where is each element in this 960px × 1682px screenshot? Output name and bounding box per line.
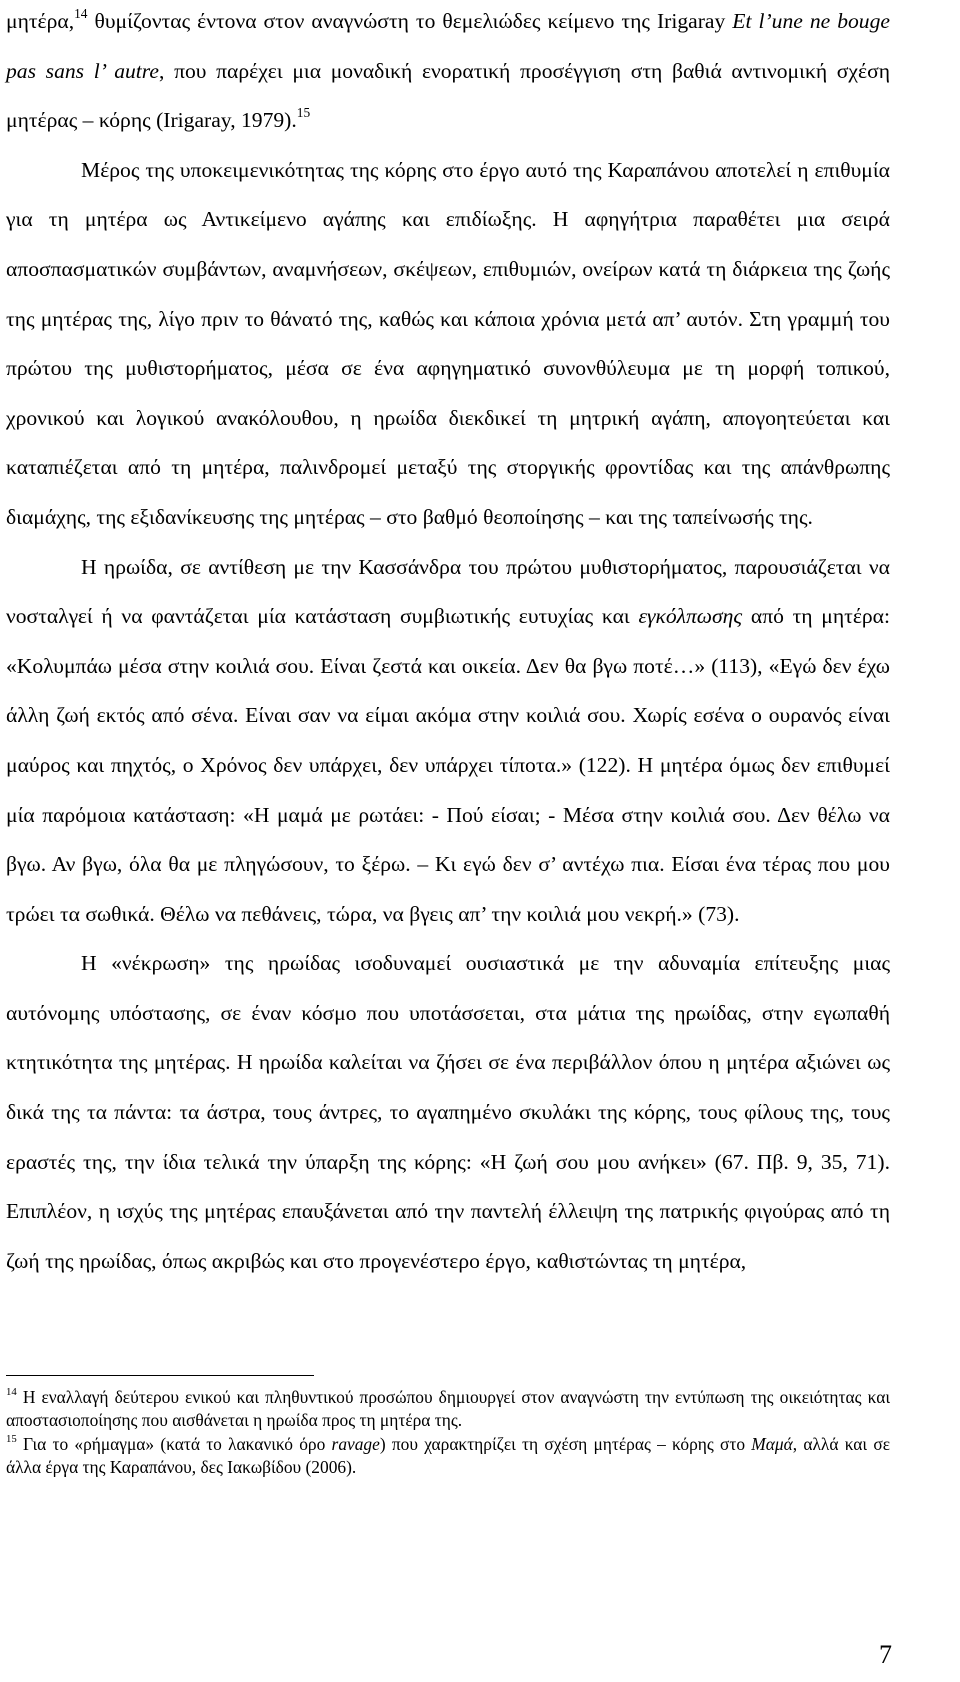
emphasis: ravage (331, 1433, 380, 1454)
emphasis: εγκόλπωσης (638, 604, 743, 629)
footnote-number: 15 (6, 1432, 17, 1445)
footnote-15: $^{15}$ Για το «ρήμαγμα» (κατά το λακανικό όρο ravage) που χαρακτηρίζει τη σχέση μητέρας – κόρης στο Μαμά, αλλά και σε άλλα έργα της Καραπάνου, δες Ιακωβίδου (2006). (6, 1432, 891, 1477)
work-title: Μαμά (751, 1433, 793, 1454)
footnotes (6, 1386, 890, 1479)
footnote-ref-15[interactable]: 15 (296, 105, 311, 121)
footnote-separator (6, 1375, 314, 1376)
footnote-ref-14[interactable]: 14 (74, 5, 88, 21)
work-title: Et l’une ne bouge pas sans l’ autre (6, 9, 890, 83)
page-number: 7 (879, 1640, 892, 1669)
paragraph: Η ηρωίδα, σε αντίθεση με την Κασσάνδρα του πρώτου μυθιστορήματος, παρουσιάζεται να νοσταλγεί ή να φαντάζεται μία κατάσταση συμβιωτικής ευτυχίας και εγκόλπωσης από τη μητέρα: «Κολυμπάω μέσα στην κοιλιά σου. Είναι ζεστά και οικεία. Δεν θα βγω ποτέ…» (113), «Εγώ δεν έχω άλλη ζωή εκτός από σένα. Είναι σαν να είμαι ακόμα στην κοιλιά σου. Χωρίς εσένα ο ουρανός είναι μαύρος και πηχτός, ο Χρόνος δεν υπάρχει, δεν υπάρχει τίποτα.» (122). Η μητέρα όμως δεν επιθυμεί μία παρόμοια κατάσταση: «Η μαμά με ρωτάει: - Πού είσαι; - Μέσα στην κοιλιά σου. Δεν θέλω να βγω. Αν βγω, όλα θα με πληγώσουν, το ξέρω. – Κι εγώ δεν σ’ αντέχω πια. Είσαι ένα τέρας που μου τρώει τα σωθικά. Θέλω να πεθάνεις, τώρα, να βγεις απ’ την κοιλιά μου νεκρή.» (73). (6, 554, 890, 926)
paragraph: Μέρος της υποκειμενικότητας της κόρης στο έργο αυτό της Καραπάνου αποτελεί η επιθυμία για τη μητέρα ως Αντικείμενο αγάπης και επιδίωξης. Η αφηγήτρια παραθέτει μια σειρά αποσπασματικών συμβάντων, αναμνήσεων, σκέψεων, επιθυμιών, ονείρων κατά τη διάρκεια της ζωής της μητέρας της, λίγο πριν το θάνατό της, καθώς και κάποια χρόνια μετά απ’ αυτόν. Στη γραμμή του πρώτου της μυθιστορήματος, μέσα σε ένα αφηγηματικό συνονθύλευμα με τη μορφή τοπικού, χρονικού και λογικού ανακόλουθου, η ηρωίδα διεκδικεί τη μητρική αγάπη, απογοητεύεται και καταπιέζεται από τη μητέρα, παλινδρομεί μεταξύ της στοργικής φροντίδας και της απάνθρωπης διαμάχης, της εξιδανίκευσης της μητέρας – στο βαθμό θεοποίησης – και της ταπείνωσής της. (6, 157, 890, 529)
body-text (6, 0, 890, 1286)
footnote-number: 14 (6, 1385, 17, 1398)
paragraph-continuation: μητέρα,$^{14}$ θυμίζοντας έντονα στον αναγνώστη το θεμελιώδες κείμενο της Irigaray Et l’une ne bouge pas sans l’ autre, που παρέχει μια μοναδική ενορατική προσέγγιση στη βαθιά αντινομική σχέση μητέρας – κόρης (Irigaray, 1979).$^{15}$ (6, 5, 891, 133)
footnote-14: $^{14}$ Η εναλλαγή δεύτερου ενικού και πληθυντικού προσώπου δημιουργεί στον αναγνώστη την εντύπωση της οικειότητας και αποστασιοποίησης που αισθάνεται η ηρωίδα προς τη μητέρα της. (6, 1385, 890, 1431)
paragraph: Η «νέκρωση» της ηρωίδας ισοδυναμεί ουσιαστικά με την αδυναμία επίτευξης μιας αυτόνομης υπόστασης, σε έναν κόσμο που υποτάσσεται, στα μάτια της ηρωίδας, στην εγωπαθή κτητικότητα της μητέρας. Η ηρωίδα καλείται να ζήσει σε ένα περιβάλλον όπου η μητέρα αξιώνει ως δικά της τα πάντα: τα άστρα, τους άντρες, το αγαπημένο σκυλάκι της κόρης, τους φίλους της, τους εραστές της, την ίδια τελικά την ύπαρξη της κόρης: «Η ζωή σου μου ανήκει» (67. Πβ. 9, 35, 71). Επιπλέον, η ισχύς της μητέρας επαυξάνεται από την παντελή έλλειψη της πατρικής φιγούρας από τη ζωή της ηρωίδας, όπως ακριβώς και στο προγενέστερο έργο, καθιστώντας τη μητέρα, (6, 951, 890, 1273)
